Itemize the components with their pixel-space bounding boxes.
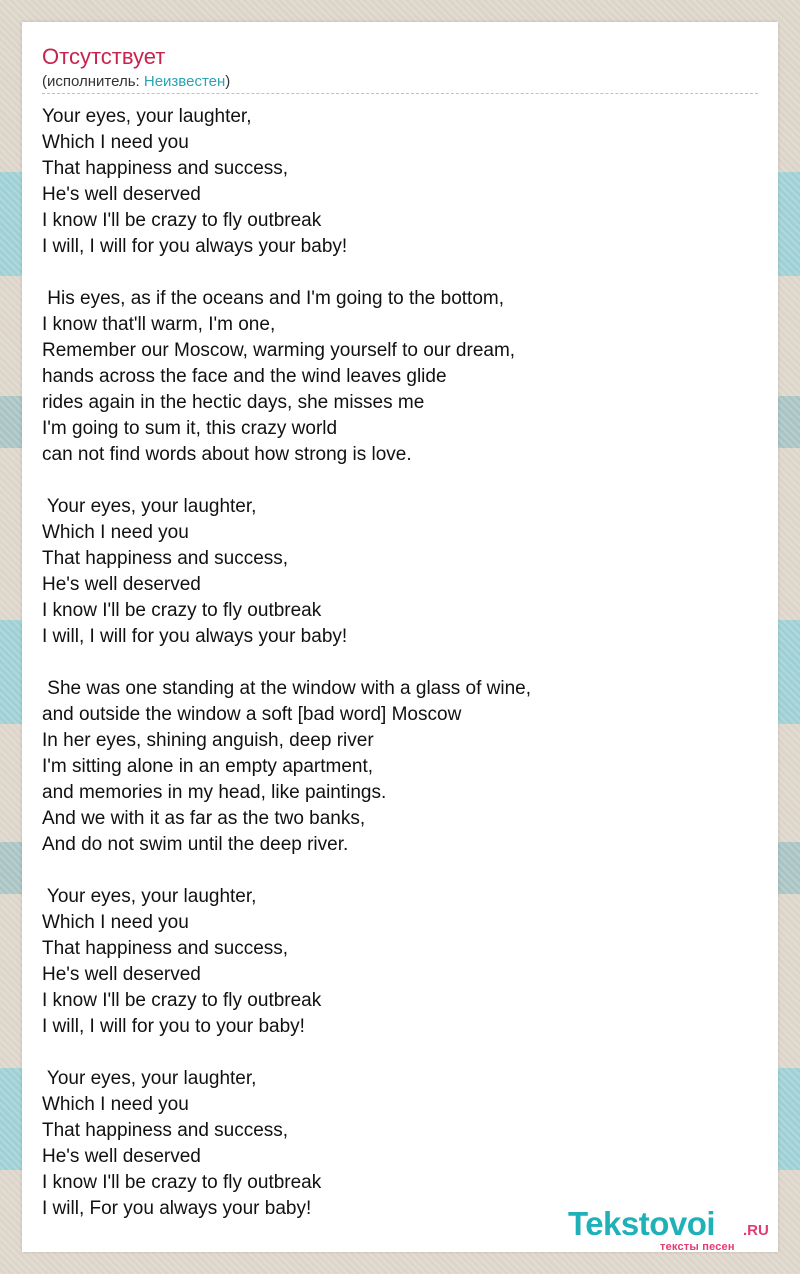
site-logo[interactable] (568, 1205, 778, 1255)
song-title: Отсутствует (42, 44, 166, 69)
lyrics-text: Your eyes, your laughter, Which I need you That happiness and success, He's well deserved I know I'll be crazy to fly outbreak I will, I will for you always your baby! His eyes, as if the oceans and I'm going to the bottom, I know that'll warm, I'm one, Remember our Moscow, warming yourself to our dream, hands across the face and the wind leaves glide rides again in the hectic days, she misses me I'm going to sum it, this crazy world can not find words about how strong is love. Your eyes, your laughter, Which I need you That happiness and success, He's well deserved I know I'll be crazy to fly outbreak I will, I will for you always your baby! She was one standing at the window with a glass of wine, and outside the window a soft [bad word] Moscow In her eyes, shining anguish, deep river I'm sitting alone in an empty apartment, and memories in my head, like paintings. And we with it as far as the two banks, And do not swim until the deep river. Your eyes, your laughter, Which I need you That happiness and success, He's well deserved I know I'll be crazy to fly outbreak I will, I will for you to your baby! Your eyes, your laughter, Which I need you That happiness and success, He's well deserved I know I'll be crazy to fly outbreak I will, For you always your baby! (42, 106, 532, 1219)
divider (42, 93, 758, 94)
artist-line (42, 73, 230, 91)
artist-suffix: ) (225, 73, 231, 90)
artist-prefix: (исполнитель: (42, 73, 144, 90)
logo-tagline: тексты песен (660, 1241, 735, 1253)
artist-link[interactable]: Неизвестен (143, 73, 226, 90)
logo-tld: .RU (743, 1222, 769, 1239)
logo-name: Tekstovoi (568, 1205, 716, 1242)
lyrics-card (22, 22, 778, 1252)
